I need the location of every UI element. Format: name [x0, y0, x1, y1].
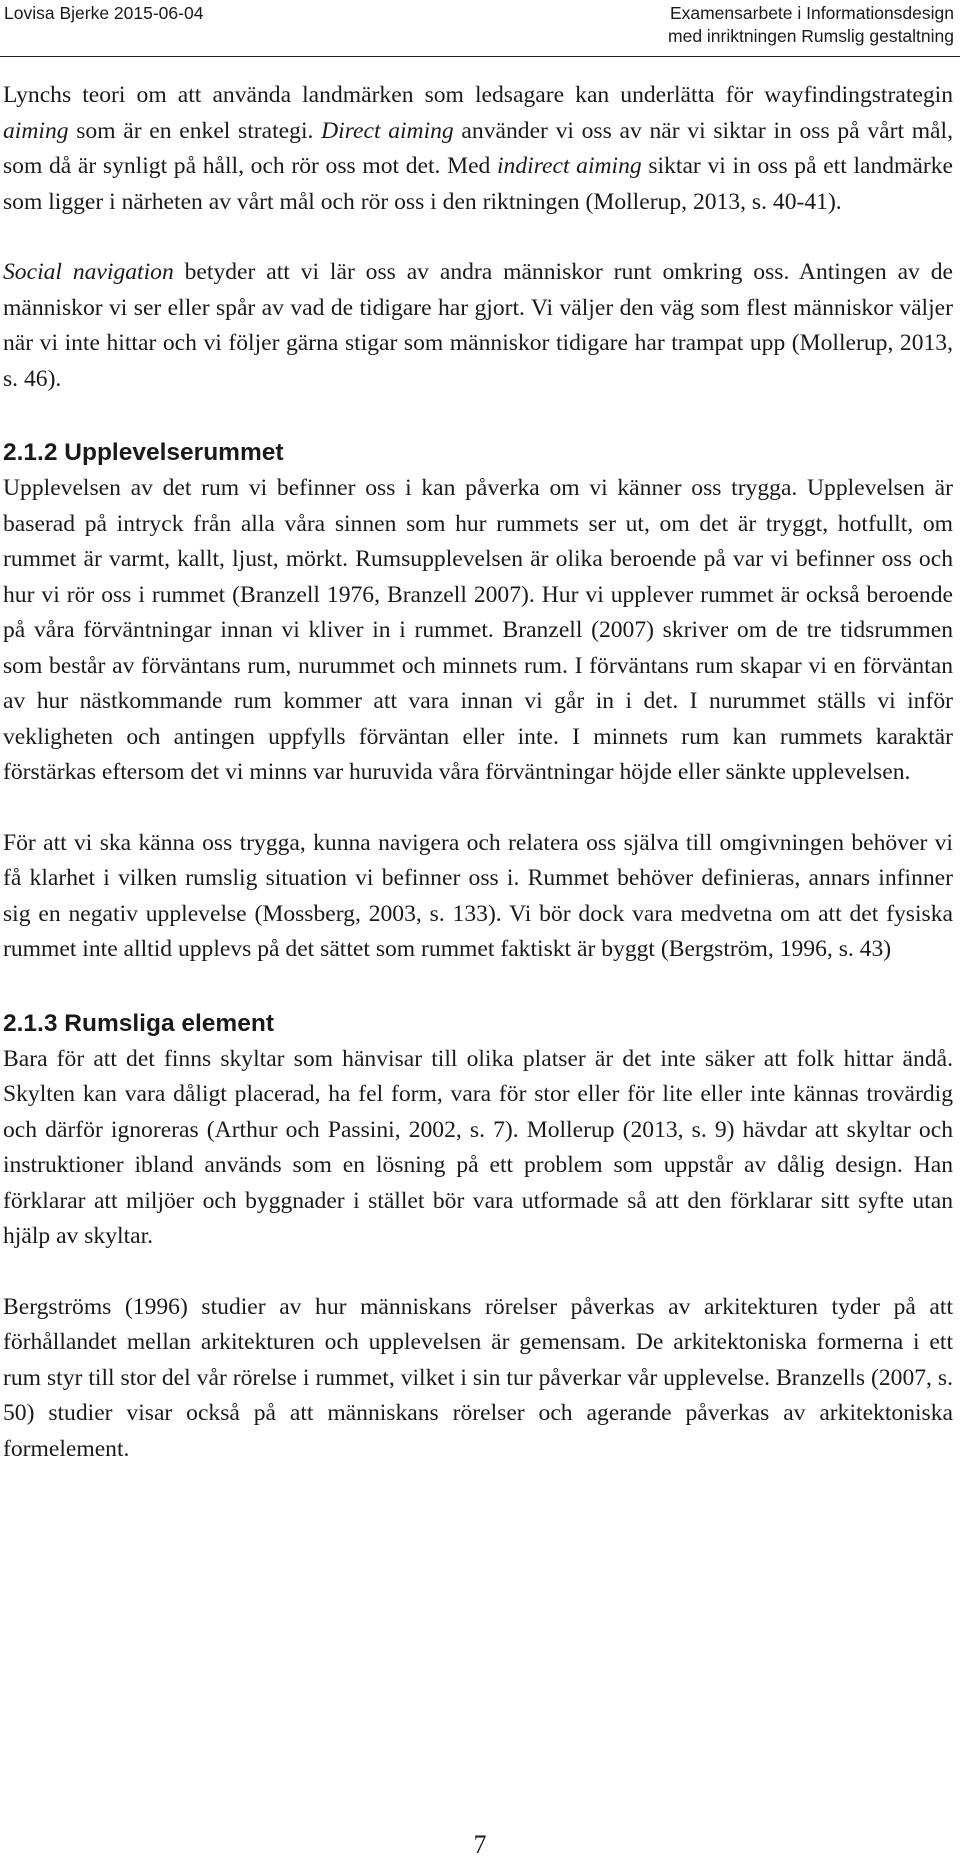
text-run: betyder att vi lär oss av andra människor runt omkring oss. Antingen av de människor vi ser eller spår av vad de tidigare har gjort. Vi väljer den väg som flest människor väljer när vi inte hittar och vi följer gärna stigar som människor tidigare har trampat upp (Mollerup, 2013, s. 46). — [3, 259, 953, 392]
text-run: som är en enkel strategi. — [68, 117, 322, 144]
italic-term: indirect aiming — [497, 153, 642, 179]
text-run: Lynchs teori om att använda landmärken som ledsagare kan underlätta för wayfindingstrategin — [3, 82, 953, 108]
text-run: använder vi oss av när vi siktar in oss på vårt mål, som då är synligt på håll, och rör oss mot det. Med — [3, 117, 953, 179]
paragraph-bergstrom — [3, 1290, 953, 1468]
italic-term: aiming — [3, 117, 69, 144]
body-text — [3, 78, 953, 1467]
paragraph-skyltar — [3, 1042, 953, 1255]
author-date: Lovisa Bjerke 2015-06-04 — [4, 3, 204, 23]
section-heading-rumsliga-element: 2.1.3 Rumsliga element — [3, 1009, 274, 1037]
text-run: siktar vi in oss på ett landmärke som ligger i närheten av vårt mål och rör oss i den riktningen (Mollerup, 2013, s. 40-41). — [3, 153, 954, 215]
italic-term: Social navigation — [3, 259, 174, 285]
text-run: Bergströms (1996) studier av hur människans rörelser påverkas av arkitekturen tyder på att förhållandet mellan arkitekturen och upplevelsen är gemensam. De arkitektoniska formerna i ett rum styr till stor del vår rörelse i rummet, vilket i sin tur påverkar vår upplevelse. Branzells (2007, s. 50) studier visar också på att människans rörelser och agerande påverkas av arkitektoniska formelement. — [3, 1293, 953, 1462]
paragraph-social-navigation — [3, 255, 953, 397]
thesis-title-line-1: Examensarbete i Informationsdesign — [669, 3, 954, 23]
italic-term: Direct aiming — [321, 117, 454, 144]
section-heading-upplevelserummet: 2.1.2 Upplevelserummet — [3, 439, 284, 466]
page-header — [0, 0, 960, 60]
text-run: För att vi ska känna oss trygga, kunna navigera och relatera oss själva till omgivningen behöver vi få klarhet i vilken rumslig situation vi befinner oss i. Rummet behöver definieras, annars infinner sig en negativ upplevelse (Mossberg, 2003, s. 133). Vi bör dock vara medvetna om att det fysiska rummet inte alltid upplevs på det sättet som rummet faktiskt är byggt (Bergström, 1996, s. 43) — [3, 829, 953, 962]
page-number: 7 — [473, 1830, 487, 1859]
thesis-title — [668, 2, 954, 48]
paragraph-aiming — [3, 78, 953, 220]
text-run: Bara för att det finns skyltar som hänvisar till olika platser är det inte säker att folk hittar ändå. Skylten kan vara dåligt placerad, ha fel form, vara för stor eller för lite eller inte kännas trovärdig och därför ignoreras (Arthur och Passini, 2002, s. 7). Mollerup (2013, s. 9) hävdar att skyltar och instruktioner ibland används som en lösning på ett problem som uppstår av dålig design. Han förklarar att miljöer och byggnader i stället bör vara utformade så att den förklarar sitt syfte utan hjälp av skyltar. — [3, 1045, 953, 1249]
thesis-title-line-2: med inriktningen Rumslig gestaltning — [668, 26, 954, 46]
paragraph-trygga — [3, 826, 953, 968]
paragraph-upplevelsen — [3, 471, 953, 791]
text-run: Upplevelsen av det rum vi befinner oss i kan påverka om vi känner oss trygga. Upplevelsen är baserad på intryck från alla våra sinnen som hur rummets ser ut, om det är tryggt, hotfullt, om rummet är varmt, kallt, ljust, mörkt. Rumsupplevelsen är olika beroende på var vi befinner oss och hur vi rör oss i rummet (Branzell 1976, Branzell 2007). Hur vi upplever rummet är också beroende på våra förväntningar innan vi kliver in i rummet. Branzell (2007) skriver om de tre tidsrummen som består av förväntans rum, nurummet och minnets rum. I förväntans rum skapar vi en förväntan av hur nästkommande rum kommer att vara innan vi går in i det. I nurummet ställs vi inför vekligheten och antingen uppfylls förväntan eller inte. I minnets rum kan rummets karaktär förstärkas eftersom det vi minns var huruvida våra förväntningar höjde eller sänkte upplevelsen. — [3, 475, 953, 785]
header-rule — [0, 56, 960, 57]
